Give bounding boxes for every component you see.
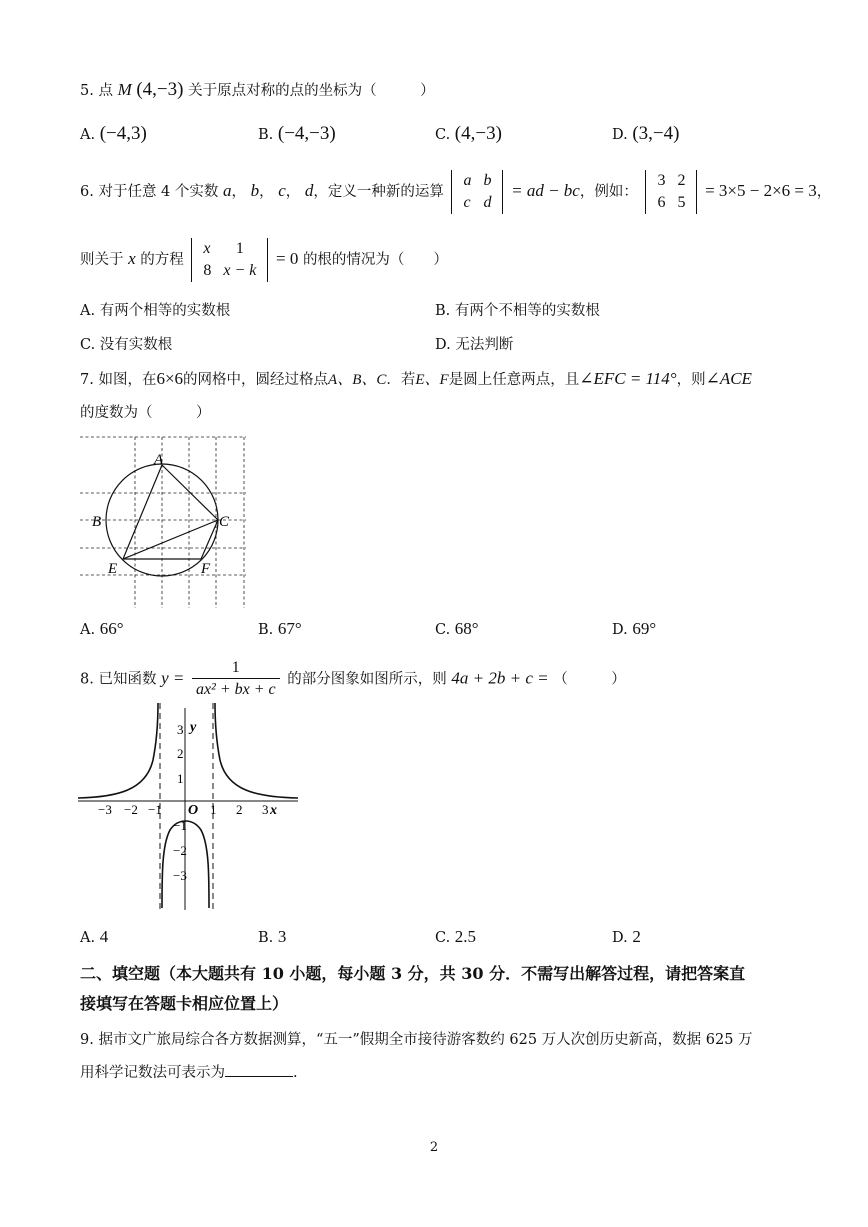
q7-figure	[78, 432, 250, 610]
q8-option-b[interactable]: B. 3	[258, 927, 287, 946]
q6-option-c[interactable]: C. 没有实数根	[80, 337, 173, 353]
q6-option-d[interactable]: D. 无法判断	[435, 337, 514, 353]
q5-stem	[80, 80, 435, 101]
svg-text:−1: −1	[173, 818, 187, 833]
q7-label-f: F	[201, 561, 211, 577]
q7-option-c[interactable]: C. 68°	[435, 619, 479, 638]
q8-x-ticks	[98, 802, 269, 817]
q8-option-d[interactable]: D. 2	[612, 927, 641, 946]
svg-text:−1: −1	[148, 802, 162, 817]
q6-stem-line1: 6. 对于任意 4 个实数 a， b， c， d，定义一种新的运算 a b c d = ad − bc，例如： 3 2 6 5 = 3×5 − 2×6 = 3，	[80, 170, 831, 214]
q7-option-b[interactable]: B. 67°	[258, 619, 302, 638]
q9-stem-line1: 9. 据市文广旅局综合各方数据测算，“五一”假期全市接待游客数约 625 万人次创历史新高，数据 625 万	[80, 1032, 753, 1048]
q8-curve-right	[215, 703, 298, 798]
q8-origin-label: O	[188, 803, 199, 818]
q5-prefix: 5. 点	[80, 83, 113, 99]
q5-option-a[interactable]: A. (−4,3)	[80, 123, 147, 144]
q8-y-label: y	[190, 720, 197, 735]
q8-option-c[interactable]: C. 2.5	[435, 927, 477, 946]
q7-label-a: A	[154, 452, 164, 468]
svg-text:3: 3	[177, 722, 184, 737]
q7-stem-line2: 的度数为（ ）	[80, 405, 211, 421]
q6-equation-determinant: x 1 8 x − k	[191, 238, 268, 282]
q9-stem-line2: 用科学记数法可表示为 .	[80, 1062, 298, 1083]
q7-option-d[interactable]: D. 69°	[612, 619, 657, 638]
svg-text:−2: −2	[173, 843, 187, 858]
q8-option-a[interactable]: A. 4	[80, 927, 109, 946]
svg-text:1: 1	[177, 771, 184, 786]
q5-coord: (4,−3)	[136, 79, 184, 100]
q5-option-d[interactable]: D. (3,−4)	[612, 123, 680, 144]
q6-option-a[interactable]: A. 有两个相等的实数根	[80, 303, 231, 319]
q5-option-c[interactable]: C. (4,−3)	[435, 123, 502, 144]
q8-graph	[78, 700, 303, 912]
q6-definition-determinant: a b c d	[451, 170, 503, 214]
q7-stem-line1: 7. 如图，在6×6的网格中，圆经过格点A、B、C．若E、F是圆上任意两点，且∠EFC = 114°，则∠ACE	[80, 369, 752, 388]
q7-label-c: C	[219, 514, 230, 530]
q6-stem-line2: 则关于 x 的方程 x 1 8 x − k = 0 的根的情况为（ ）	[80, 238, 448, 282]
svg-text:−3: −3	[173, 868, 187, 883]
q5-point: M	[117, 80, 132, 99]
svg-text:−2: −2	[124, 802, 138, 817]
svg-text:2: 2	[177, 746, 184, 761]
q8-curve-left	[78, 703, 158, 798]
q7-label-b: B	[92, 514, 102, 530]
q8-x-label: x	[270, 803, 277, 818]
section-2-heading-line2: 接填写在答题卡相应位置上）	[80, 994, 289, 1013]
page-number: 2	[429, 1140, 439, 1155]
section-2-heading-line1: 二、填空题（本大题共有 10 小题，每小题 3 分，共 30 分．不需写出解答过程，请把答案直	[80, 964, 746, 983]
q7-segments	[123, 465, 218, 559]
q9-answer-blank[interactable]	[225, 1062, 293, 1077]
q5-option-b[interactable]: B. (−4,−3)	[258, 123, 336, 144]
q6-option-b[interactable]: B. 有两个不相等的实数根	[435, 303, 600, 319]
svg-text:−3: −3	[98, 802, 112, 817]
q8-fraction: $\frac{1}{\text{ax² + bx + c}}$	[192, 658, 280, 701]
q8-stem: 8. 已知函数 y = $\frac{1}{\text{ax² + bx + c}}$ 的部分图象如图所示，则 4a + 2b + c = （ ）	[80, 658, 626, 701]
q5-suffix: 关于原点对称的点的坐标为（ ）	[188, 83, 435, 99]
q7-option-a[interactable]: A. 66°	[80, 619, 124, 638]
svg-text:3: 3	[262, 802, 269, 817]
q7-label-e: E	[108, 561, 118, 577]
svg-text:1: 1	[210, 802, 217, 817]
q6-example-determinant: 3 2 6 5	[645, 170, 697, 214]
svg-text:2: 2	[236, 802, 243, 817]
